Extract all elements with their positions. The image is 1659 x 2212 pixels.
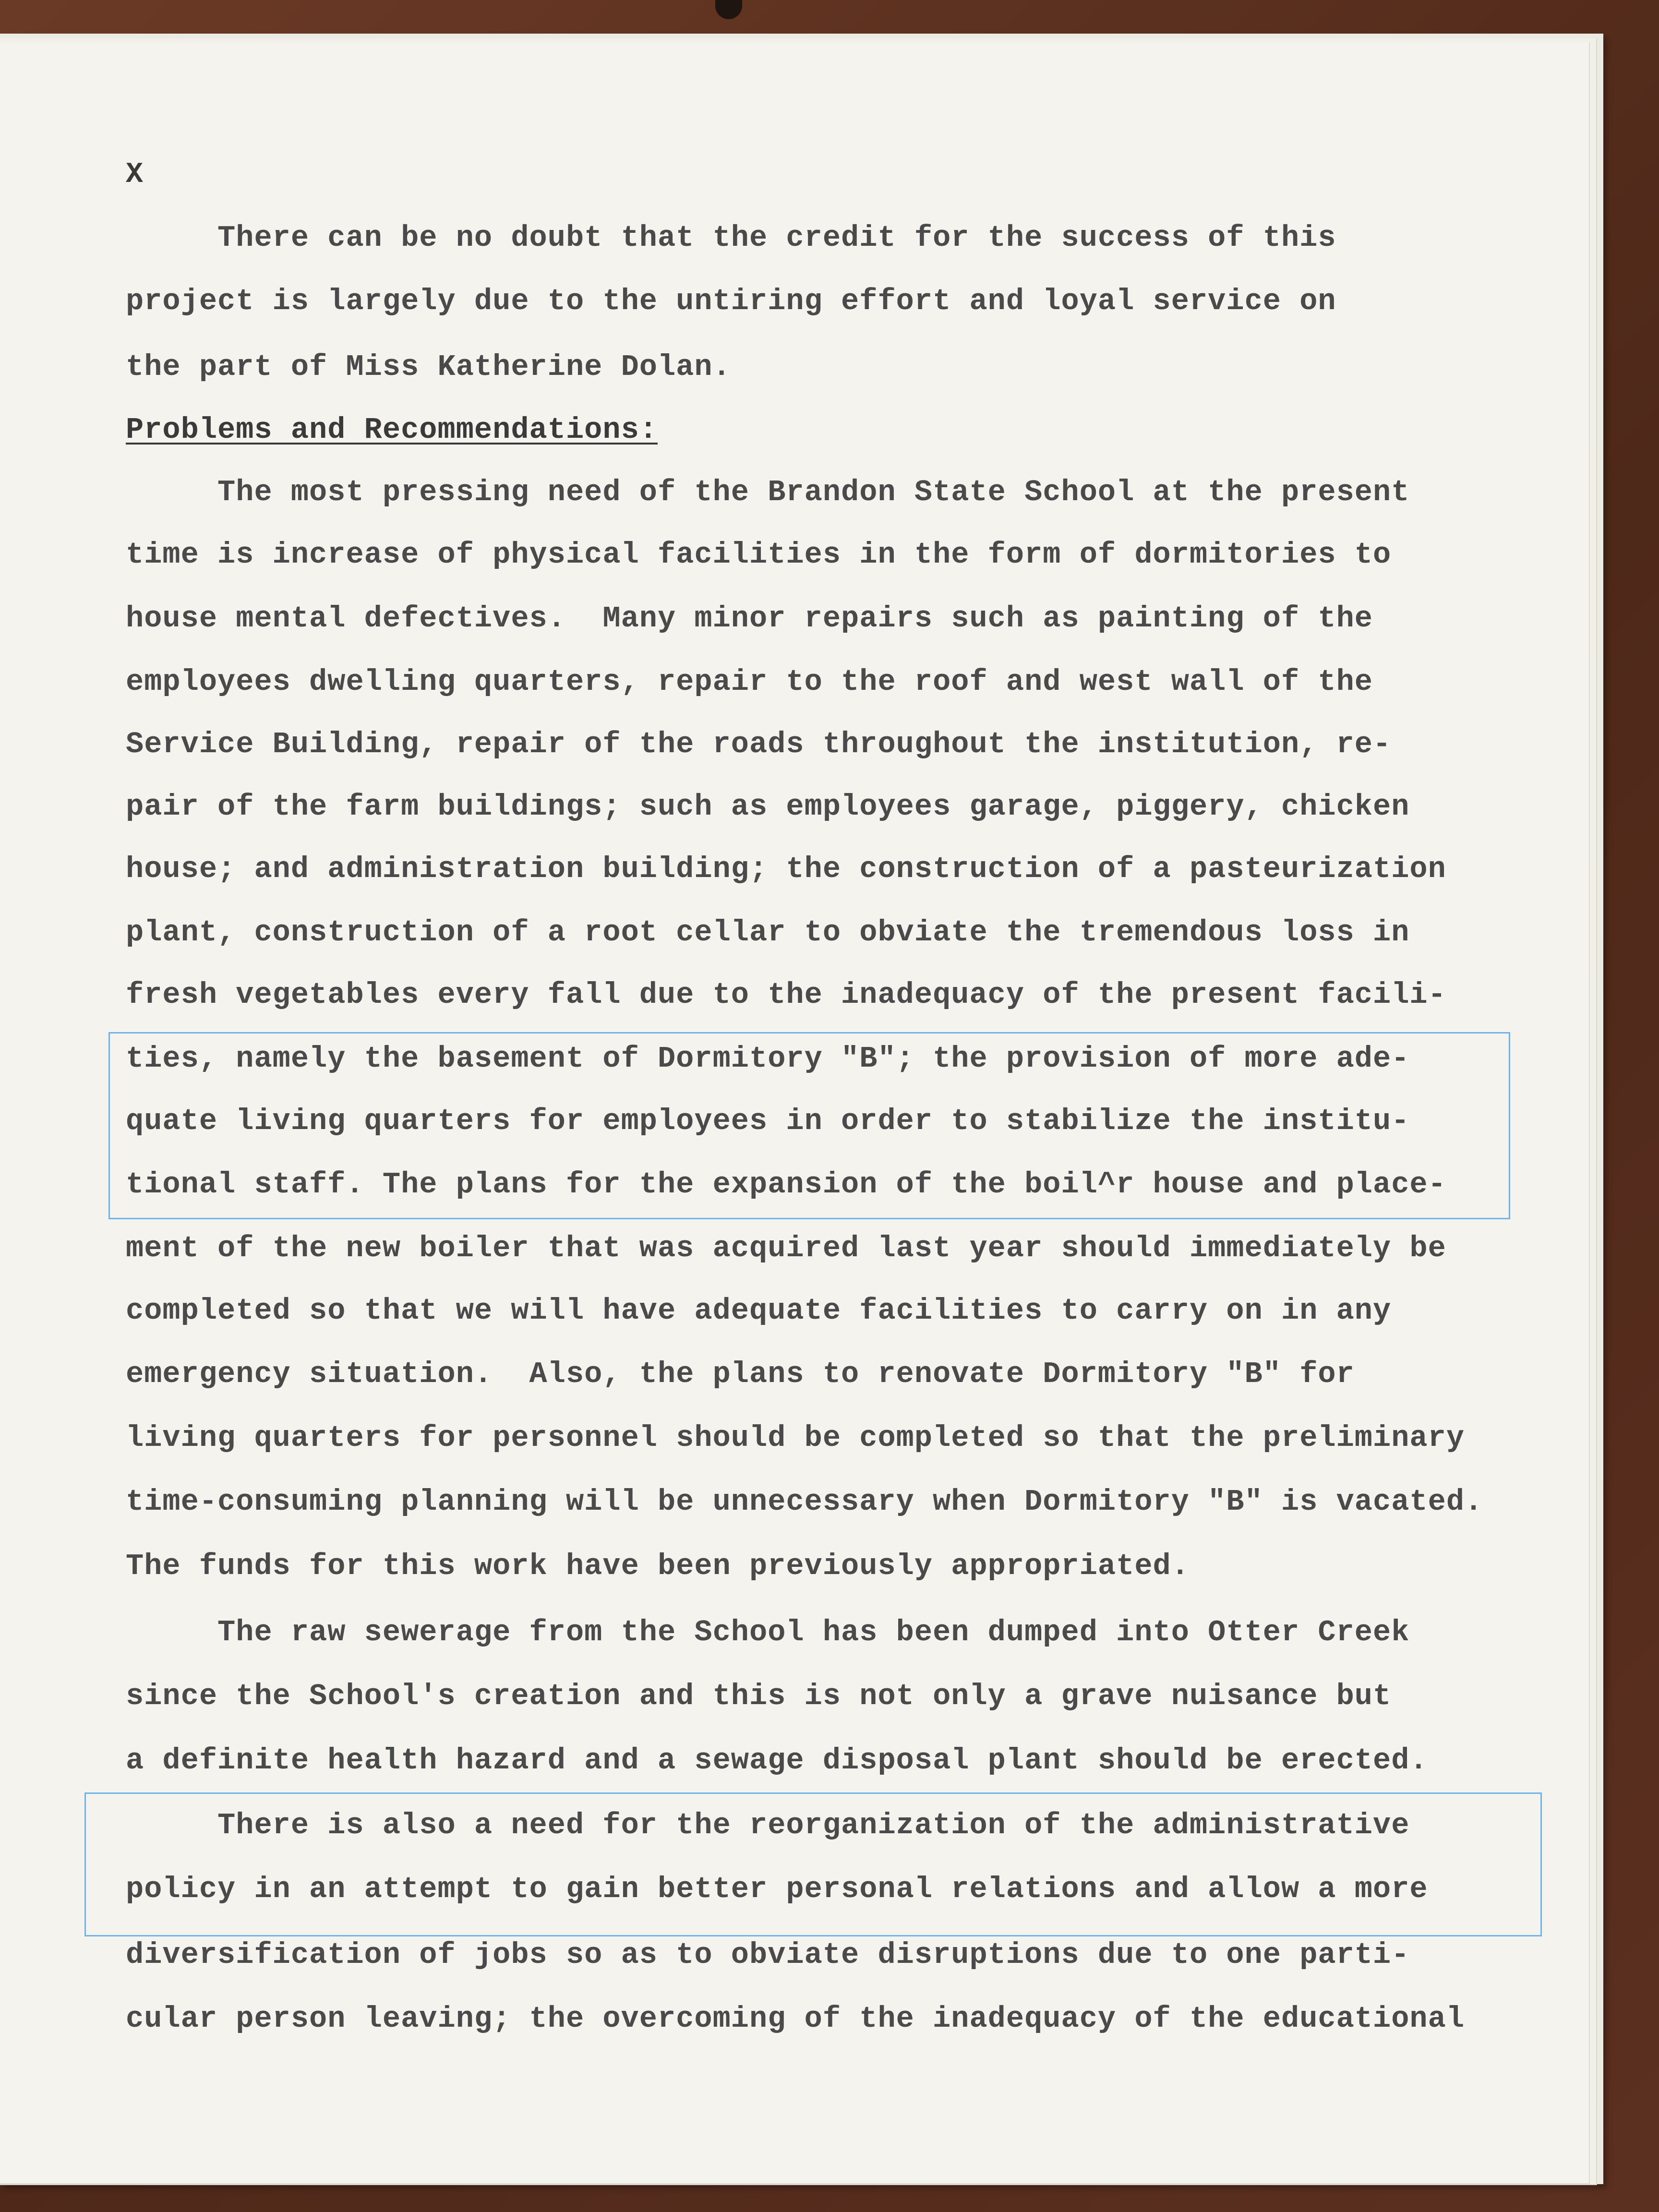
text-line: fresh vegetables every fall due to the inadequacy of the present facili- [126, 978, 1446, 1012]
text-line: ties, namely the basement of Dormitory "B"; the provision of more ade- [126, 1042, 1410, 1076]
text-line: pair of the farm buildings; such as employees garage, piggery, chicken [126, 790, 1410, 824]
page-mark: X [126, 158, 144, 191]
text-line: ment of the new boiler that was acquired last year should immediately be [126, 1231, 1446, 1265]
text-line: The raw sewerage from the School has been dumped into Otter Creek [126, 1615, 1410, 1649]
text-line: time is increase of physical facilities in the form of dormitories to [126, 538, 1392, 572]
text-line: the part of Miss Katherine Dolan. [126, 350, 731, 384]
text-line: diversification of jobs so as to obviate disruptions due to one parti- [126, 1938, 1410, 1972]
text-line: policy in an attempt to gain better personal relations and allow a more [126, 1872, 1428, 1906]
text-line: completed so that we will have adequate facilities to carry on in any [126, 1294, 1392, 1328]
text-line: The most pressing need of the Brandon State School at the present [126, 475, 1410, 509]
text-line: There can be no doubt that the credit for the success of this [126, 221, 1336, 255]
text-line: emergency situation. Also, the plans to renovate Dormitory "B" for [126, 1357, 1355, 1391]
highlight-box-1 [108, 1032, 1510, 1219]
text-line: The funds for this work have been previously appropriated. [126, 1549, 1190, 1583]
text-line: house; and administration building; the construction of a pasteurization [126, 852, 1446, 886]
text-line: project is largely due to the untiring effort and loyal service on [126, 284, 1336, 318]
text-line: cular person leaving; the overcoming of the inadequacy of the educational [126, 2002, 1465, 2036]
text-line: employees dwelling quarters, repair to the roof and west wall of the [126, 665, 1373, 699]
text-line: since the School's creation and this is not only a grave nuisance but [126, 1679, 1392, 1713]
text-line: quate living quarters for employees in order to stabilize the institu- [126, 1104, 1410, 1138]
text-line: tional staff. The plans for the expansion of the boil^r house and place- [126, 1167, 1446, 1202]
text-line: plant, construction of a root cellar to obviate the tremendous loss in [126, 915, 1410, 950]
text-line: house mental defectives. Many minor repairs such as painting of the [126, 601, 1373, 636]
text-line: living quarters for personnel should be completed so that the preliminary [126, 1421, 1465, 1455]
text-line: a definite health hazard and a sewage disposal plant should be erected. [126, 1743, 1428, 1778]
highlight-box-2 [84, 1792, 1542, 1936]
text-line: There is also a need for the reorganization of the administrative [126, 1808, 1410, 1842]
text-line: Service Building, repair of the roads throughout the institution, re- [126, 727, 1392, 761]
text-line: time-consuming planning will be unnecessary when Dormitory "B" is vacated. [126, 1485, 1483, 1519]
section-heading: Problems and Recommendations: [126, 413, 658, 447]
